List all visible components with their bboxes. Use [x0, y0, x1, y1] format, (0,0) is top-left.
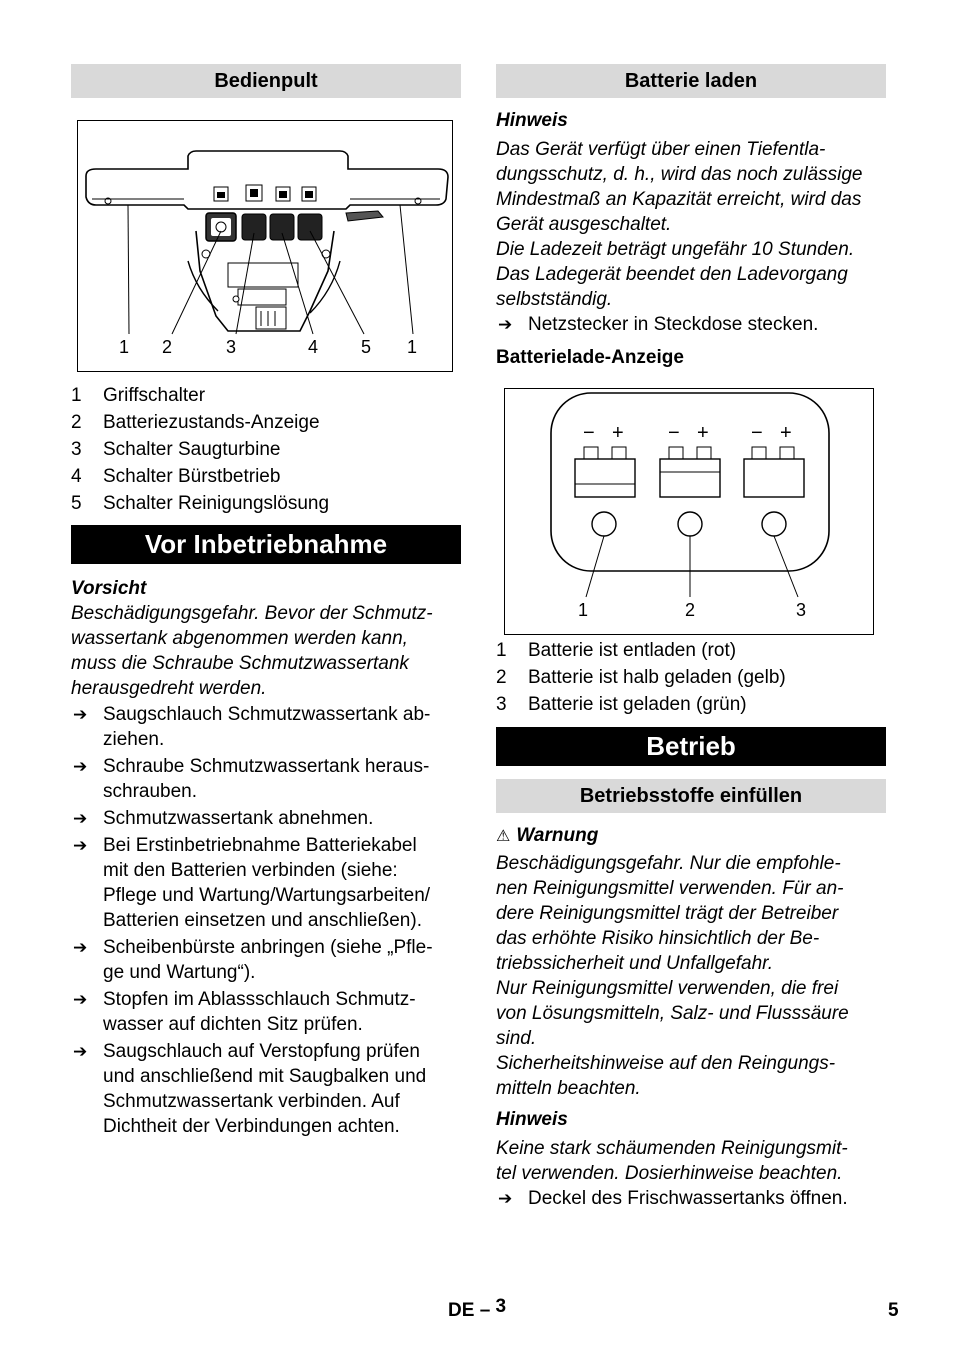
svg-text:−: −	[751, 422, 763, 444]
control-panel-figure	[77, 120, 453, 372]
arrow-right-icon: ➔	[73, 836, 88, 855]
note-text: Das Gerät verfügt über einen Tiefentla- dungsschutz, d. h., wird das noch zulässige Mindestmaß an Kapazität erreicht, wird das Gerät ausgeschaltet. Die Ladezeit beträgt ungefähr 10 Stunden. Das Ladegerät beendet den Ladevorgang selbstständig.	[496, 139, 863, 310]
figure-label-5: 5	[361, 337, 372, 357]
preparation-steps	[71, 702, 461, 1139]
section-title-vor-inbetriebnahme: Vor Inbetriebnahme	[71, 525, 461, 564]
section-title-betrieb: Betrieb	[496, 727, 886, 766]
indicator-lamp-2	[678, 512, 702, 536]
indicator-label-2: 2	[685, 600, 696, 620]
list-item: ➔ Schmutzwassertank abnehmen.	[73, 808, 374, 829]
indicator-label-3: 3	[796, 600, 807, 620]
note2-label: Hinweis	[496, 1109, 568, 1130]
caution-label: Vorsicht	[71, 578, 147, 599]
arrow-right-icon: ➔	[73, 705, 88, 724]
list-item: ➔ Bei Erstinbetriebnahme Batteriekabel mit den Batterien verbinden (siehe: Pflege und Wartung/Wartungsarbeiten/ Batterien einsetzen und anschließen).	[73, 835, 431, 931]
arrow-right-icon: ➔	[73, 757, 88, 776]
arrow-right-icon: ➔	[73, 1042, 88, 1061]
svg-text:+: +	[612, 422, 624, 444]
svg-text:+: +	[697, 422, 709, 444]
list-item: ➔ Deckel des Frischwassertanks öffnen.	[498, 1188, 848, 1209]
fill-steps	[496, 1186, 886, 1211]
indicator-lamp-3	[762, 512, 786, 536]
right-column	[496, 64, 886, 1211]
list-item: ➔ Stopfen im Ablassschlauch Schmutz- wasser auf dichten Sitz prüfen.	[73, 989, 416, 1035]
list-item: 4 Schalter Bürstbetrieb	[71, 466, 281, 487]
warning-text: Beschädigungsgefahr. Nur die empfohle- nen Reinigungsmittel verwenden. Für an- dere Reinigungsmittel trägt der Betreiber das erhöhte Risiko hinsichtlich der Be- triebssicherheit und Unfallgefahr. Nur Reinigungsmittel verwenden, die frei von Lösungsmitteln, Salz- und Flusssäure sind. Sicherheitshinweise auf den Reingungs- mitteln beachten.	[496, 853, 849, 1099]
list-item: ➔ Schraube Schmutzwassertank heraus- schrauben.	[73, 756, 430, 802]
note-label: Hinweis	[496, 110, 568, 131]
list-item: ➔ Scheibenbürste anbringen (siehe „Pfle- ge und Wartung“).	[73, 937, 433, 983]
control-panel-illustration	[78, 121, 452, 371]
svg-text:+: +	[780, 422, 792, 444]
arrow-right-icon: ➔	[73, 990, 88, 1009]
heading-bedienpult: Bedienpult	[71, 64, 461, 98]
footer-language: DE – 3	[448, 1296, 507, 1321]
figure-label-1a: 1	[119, 337, 130, 357]
list-item: 3 Batterie ist geladen (grün)	[496, 694, 747, 715]
figure-label-2: 2	[162, 337, 173, 357]
arrow-right-icon: ➔	[498, 1189, 513, 1208]
figure-label-4: 4	[308, 337, 319, 357]
heading-batterie-laden: Batterie laden	[496, 64, 886, 98]
list-item: 1 Griffschalter	[71, 385, 206, 406]
charge-steps	[496, 312, 886, 337]
battery-indicator-illustration	[505, 389, 873, 634]
list-item: 2 Batteriezustands-Anzeige	[71, 412, 320, 433]
svg-text:−: −	[583, 422, 595, 444]
battery-indicator-figure	[504, 388, 874, 635]
arrow-right-icon: ➔	[73, 809, 88, 828]
svg-text:−: −	[668, 422, 680, 444]
indicator-label-1: 1	[578, 600, 589, 620]
list-item: 5 Schalter Reinigungslösung	[71, 493, 330, 514]
note2-text: Keine stark schäumenden Reinigungsmit- tel verwenden. Dosierhinweise beachten.	[496, 1138, 848, 1184]
control-panel-legend	[71, 382, 461, 517]
caution-text: Beschädigungsgefahr. Bevor der Schmutz- wassertank abgenommen werden kann, muss die Schraube Schmutzwassertank herausgedreht werden.	[71, 603, 433, 699]
left-column	[71, 64, 461, 1139]
indicator-heading: Batterielade-Anzeige	[496, 347, 684, 368]
list-item: 3 Schalter Saugturbine	[71, 439, 281, 460]
list-item: ➔ Netzstecker in Steckdose stecken.	[498, 314, 819, 335]
list-item: ➔ Saugschlauch Schmutzwassertank ab- ziehen.	[73, 704, 431, 750]
list-item: 2 Batterie ist halb geladen (gelb)	[496, 667, 786, 688]
arrow-right-icon: ➔	[73, 938, 88, 957]
indicator-lamp-1	[592, 512, 616, 536]
page-number: 5	[888, 1300, 899, 1321]
list-item: ➔ Saugschlauch auf Verstopfung prüfen und anschließend mit Saugbalken und Schmutzwassertank verbinden. Auf Dichtheit der Verbindungen achten.	[73, 1041, 427, 1137]
heading-betriebsstoffe: Betriebsstoffe einfüllen	[496, 779, 886, 813]
figure-label-3: 3	[226, 337, 237, 357]
indicator-legend	[496, 637, 886, 718]
figure-label-1b: 1	[407, 337, 418, 357]
arrow-right-icon: ➔	[498, 315, 513, 334]
warning-triangle-icon: ⚠	[496, 828, 511, 845]
warning-label-row: ⚠ Warnung	[496, 825, 599, 846]
list-item: 1 Batterie ist entladen (rot)	[496, 640, 737, 661]
